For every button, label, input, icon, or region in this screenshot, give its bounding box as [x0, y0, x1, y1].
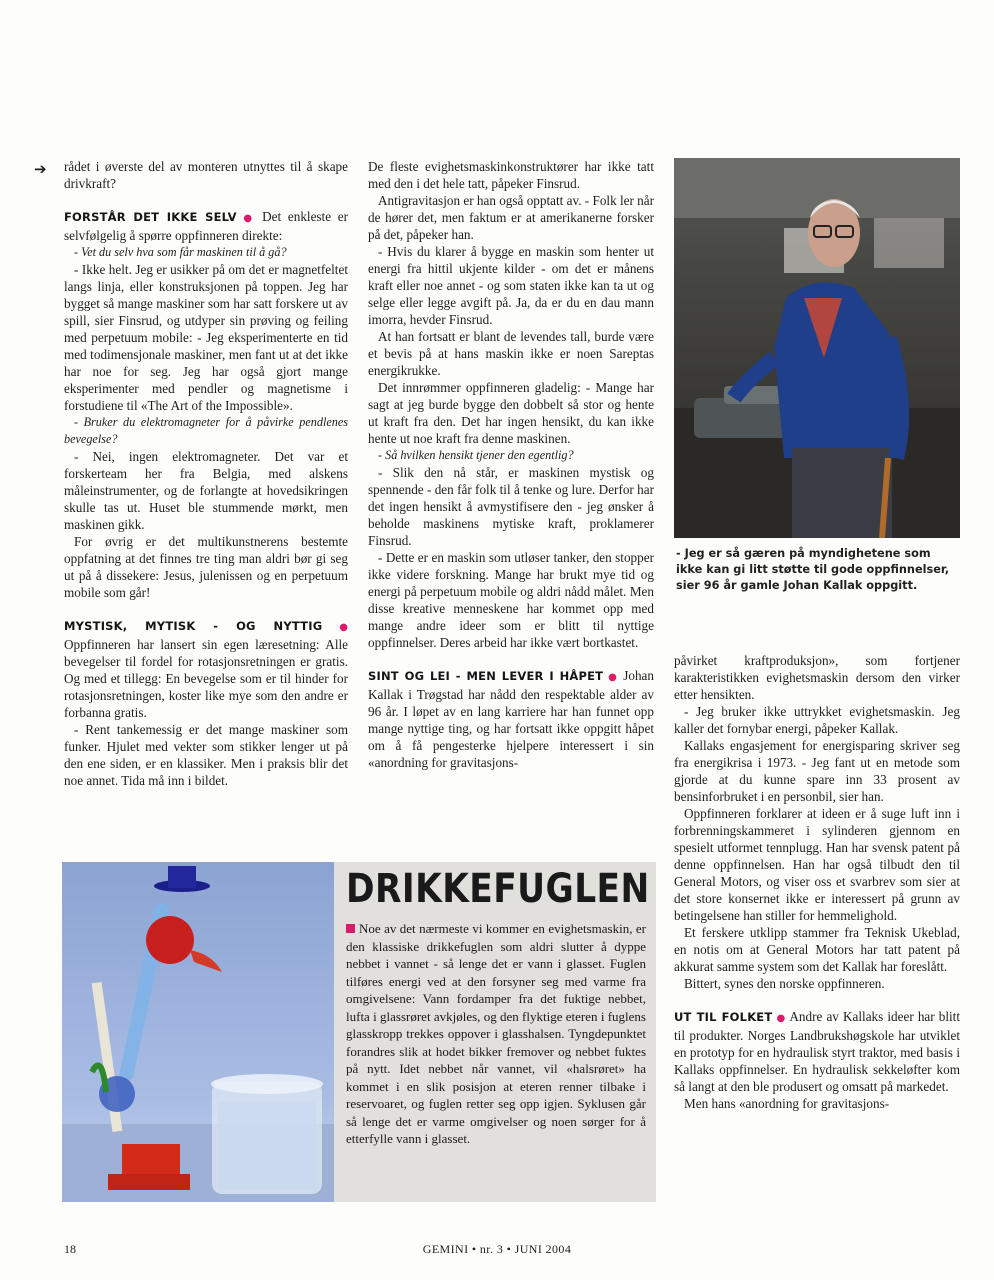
sidebar-body	[346, 920, 646, 1148]
paragraph: Et ferskere utklipp stammer fra Teknisk Ukeblad, en notis om at General Motors har tatt patent på akkurat samme system som det Kallak har foreslått.	[674, 925, 960, 974]
column-1	[64, 158, 348, 789]
sidebar-title: DRIKKEFUGLEN	[346, 866, 650, 912]
paragraph: Bittert, synes den norske oppfinneren.	[684, 976, 885, 991]
paragraph: - Hvis du klarer å bygge en maskin som henter ut energi fra hittil ukjente kilder - om det er månens kraft eller noe annet - og som staten ikke kan ta ut og selge eller legge avgift på. Ja, da er du en dau mann imorra, hevder Finsrud.	[368, 244, 654, 327]
drinking-bird-photo	[62, 862, 334, 1202]
page-number: 18	[64, 1242, 76, 1256]
interview-question: - Vet du selv hva som får maskinen til å gå?	[74, 245, 287, 259]
paragraph: Johan Kallak i Trøgstad har nådd den respektable alder av 96 år. I løpet av en lang karriere har han funnet opp mange nyttige ting, og har fortsatt ikke oppgitt håpet om å få pengesterke hjelpere interessert i sin «anordning for gravitasjons-	[368, 668, 655, 770]
magenta-square-icon	[346, 924, 355, 933]
paragraph: Andre av Kallaks ideer har blitt til produkter. Norges Landbrukshøgskole har utviklet en prototyp for en hydraulisk styrt traktor, med basis i Kallaks oppfinnelser. En hydraulisk sekkeløfter kom så langt at den ble produsert og omsatt på markedet.	[674, 1009, 960, 1094]
subheading: SINT OG LEI - MEN LEVER I HÅPET	[368, 669, 604, 683]
interview-question: - Så hvilken hensikt tjener den egentlig?	[378, 448, 574, 462]
bullet-dot-icon: ●	[776, 1013, 787, 1024]
bullet-dot-icon: ●	[339, 622, 348, 633]
paragraph: Kallaks engasjement for energisparing skriver seg fra energikrisa i 1973. - Jeg fant ut en metode som gjorde at du kunne spare inn 33 prosent av bensinforbruket i en personbil, sier han.	[674, 738, 960, 804]
subheading: UT TIL FOLKET	[674, 1010, 773, 1024]
column-2	[368, 158, 654, 771]
workshop-portrait-illustration	[674, 158, 960, 538]
bullet-dot-icon: ●	[608, 672, 619, 683]
paragraph: - Ikke helt. Jeg er usikker på om det er magnetfeltet langs linja, eller konstruksjonen på toppen. Jeg har bygget så mange maskiner som har satt forskere ut av spill, sier Finsrud, og utdyper sin prøving og feiling med perpetuum mobile: - Jeg eksperimenterte en tid med todimensjonale maskiner, men fant ut at det ikke har noe for seg. Jeg har også gjort mange eksperimenter med pendler og magnetisme i forstudiene til «The Art of the Impossible».	[64, 262, 348, 413]
paragraph: Det enkleste er selvfølgelig å spørre oppfinneren direkte:	[64, 209, 348, 243]
paragraph: - Rent tankemessig er det mange maskiner som funker. Hjulet med vekter som stikker lenger ut på den ene siden, er en klassiker. Men i praksis blir det noe annet. Tida må inn i bildet.	[64, 722, 348, 788]
paragraph: - Jeg bruker ikke uttrykket evighetsmaskin. Jeg kaller det fornybar energi, påpeker Kallak.	[674, 704, 960, 736]
paragraph: Det innrømmer oppfinneren gladelig: - Mange har sagt at jeg burde bygge den dobbelt så stor og hente ut kraft fra den. Det har ingen hensikt, du kan ikke hente ut noe kraft fra denne maskinen.	[368, 380, 654, 446]
bullet-dot-icon: ●	[243, 213, 256, 224]
drikkefuglen-sidebar	[62, 862, 656, 1202]
paragraph: Oppfinneren forklarer at ideen er å suge luft inn i forbrenningskammeret i sylinderen gjennom en spesielt utformet tennplugg. Han har svensk patent på denne oppfinnelsen. Han har også tilbudt den til General Motors, og viser oss et svarbrev som sier at det store konsernet ikke er interessert på grunn av betingelsene han stiller for hemmelighold.	[674, 806, 960, 923]
interview-question: - Bruker du elektromagneter for å påvirke pendlenes bevegelse?	[64, 415, 348, 446]
paragraph: Antigravitasjon er han også opptatt av. - Folk ler når de hører det, men faktum er at amerikanerne forsker på det, påpeker han.	[368, 193, 655, 242]
paragraph: At han fortsatt er blant de levendes tall, burde være et bevis på at hans maskin ikke er noen Sareptas energikrukke.	[368, 329, 654, 378]
paragraph: Oppfinneren har lansert sin egen læresetning: Alle bevegelser til fordel for rotasjonsretningen er gratis. Og med et tillegg: En bevegelse som er til hinder for rotasjonsretningen, koster like mye som den andre er forbanna gratis.	[64, 637, 348, 720]
paragraph: De fleste evighetsmaskinkonstruktører har ikke tatt med den i det hele tatt, påpeker Finsrud.	[368, 159, 654, 191]
paragraph: - Slik den nå står, er maskinen mystisk og spennende - den får folk til å tenke og lure. Derfor har det ingen hensikt å avmystifisere den - jeg ønsker å beholde maskinens mytiske kraft, proklamerer Finsrud.	[368, 465, 654, 548]
sidebar-text: Noe av det nærmeste vi kommer en evighetsmaskin, er den klassiske drikkefuglen som aldri slutter å dyppe nebbet i vannet - så lenge det er vann i glasset. Fuglen tilføres energi ved at den forsyner seg med varme fra omgivelsene: Vann fordamper fra det fuktige nebbet, lufta i glassrøret avkjøles, og den flyktige eteren i fuglens glasskropp trekkes oppover i glasshalsen. Tyngdepunktet forandres slik at hodet bikker fremover og nebbet fuktes på nytt. Idet nebbet når vannet, vil «halsrøret» ha kommet i en slik posisjon at eteren renner tilbake i reservoaret, og fuglen retter seg opp igjen. Syklusen går så lenge det er varme omgivelser og noen sørger for å etterfylle vann i glasset.	[346, 921, 646, 1146]
paragraph: - Dette er en maskin som utløser tanker, den stopper ikke videre forskning. Mange har brukt mye tid og energi på perpetuum mobile og aldri nådd målet. Men disse kreative menneskene har kommet opp med mange andre ideer som er blitt til nyttige oppfinnelser. Deres arbeid har ikke vært bortkastet.	[368, 550, 654, 650]
drinking-bird-illustration	[62, 862, 334, 1202]
paragraph: påvirket kraftproduksjon», som fortjener karakteristikken evighetsmaskin dersom den virker etter hensikten.	[674, 653, 960, 702]
paragraph: Men hans «anordning for gravitasjons-	[684, 1096, 890, 1111]
column-3	[674, 652, 960, 1112]
portrait-photo	[674, 158, 960, 538]
paragraph: rådet i øverste del av monteren utnyttes til å skape drivkraft?	[64, 159, 348, 191]
continue-arrow-icon: ➔	[34, 160, 47, 178]
paragraph: For øvrig er det multikunstnerens bestemte oppfatning at det finnes tre ting man aldri bør gi seg ut på å dissekere: Jesus, julenissen og en perpetuum mobile som går!	[64, 534, 348, 600]
magazine-footer: GEMINI • nr. 3 • JUNI 2004	[422, 1242, 572, 1256]
subheading: MYSTISK, MYTISK - OG NYTTIG	[64, 619, 323, 633]
photo-caption: - Jeg er så gæren på myndighetene som ikke kan gi litt støtte til gode oppfinnelser, sier 96 år gamle Johan Kallak oppgitt.	[676, 547, 950, 592]
paragraph: - Nei, ingen elektromagneter. Det var et forskerteam her fra Belgia, med alskens måleinstrumenter, og de forlangte at hovedsikringen skulle tas ut. Huset ble stummende mørkt, men maskinen gikk.	[64, 449, 348, 532]
subheading: FORSTÅR DET IKKE SELV	[64, 210, 237, 224]
